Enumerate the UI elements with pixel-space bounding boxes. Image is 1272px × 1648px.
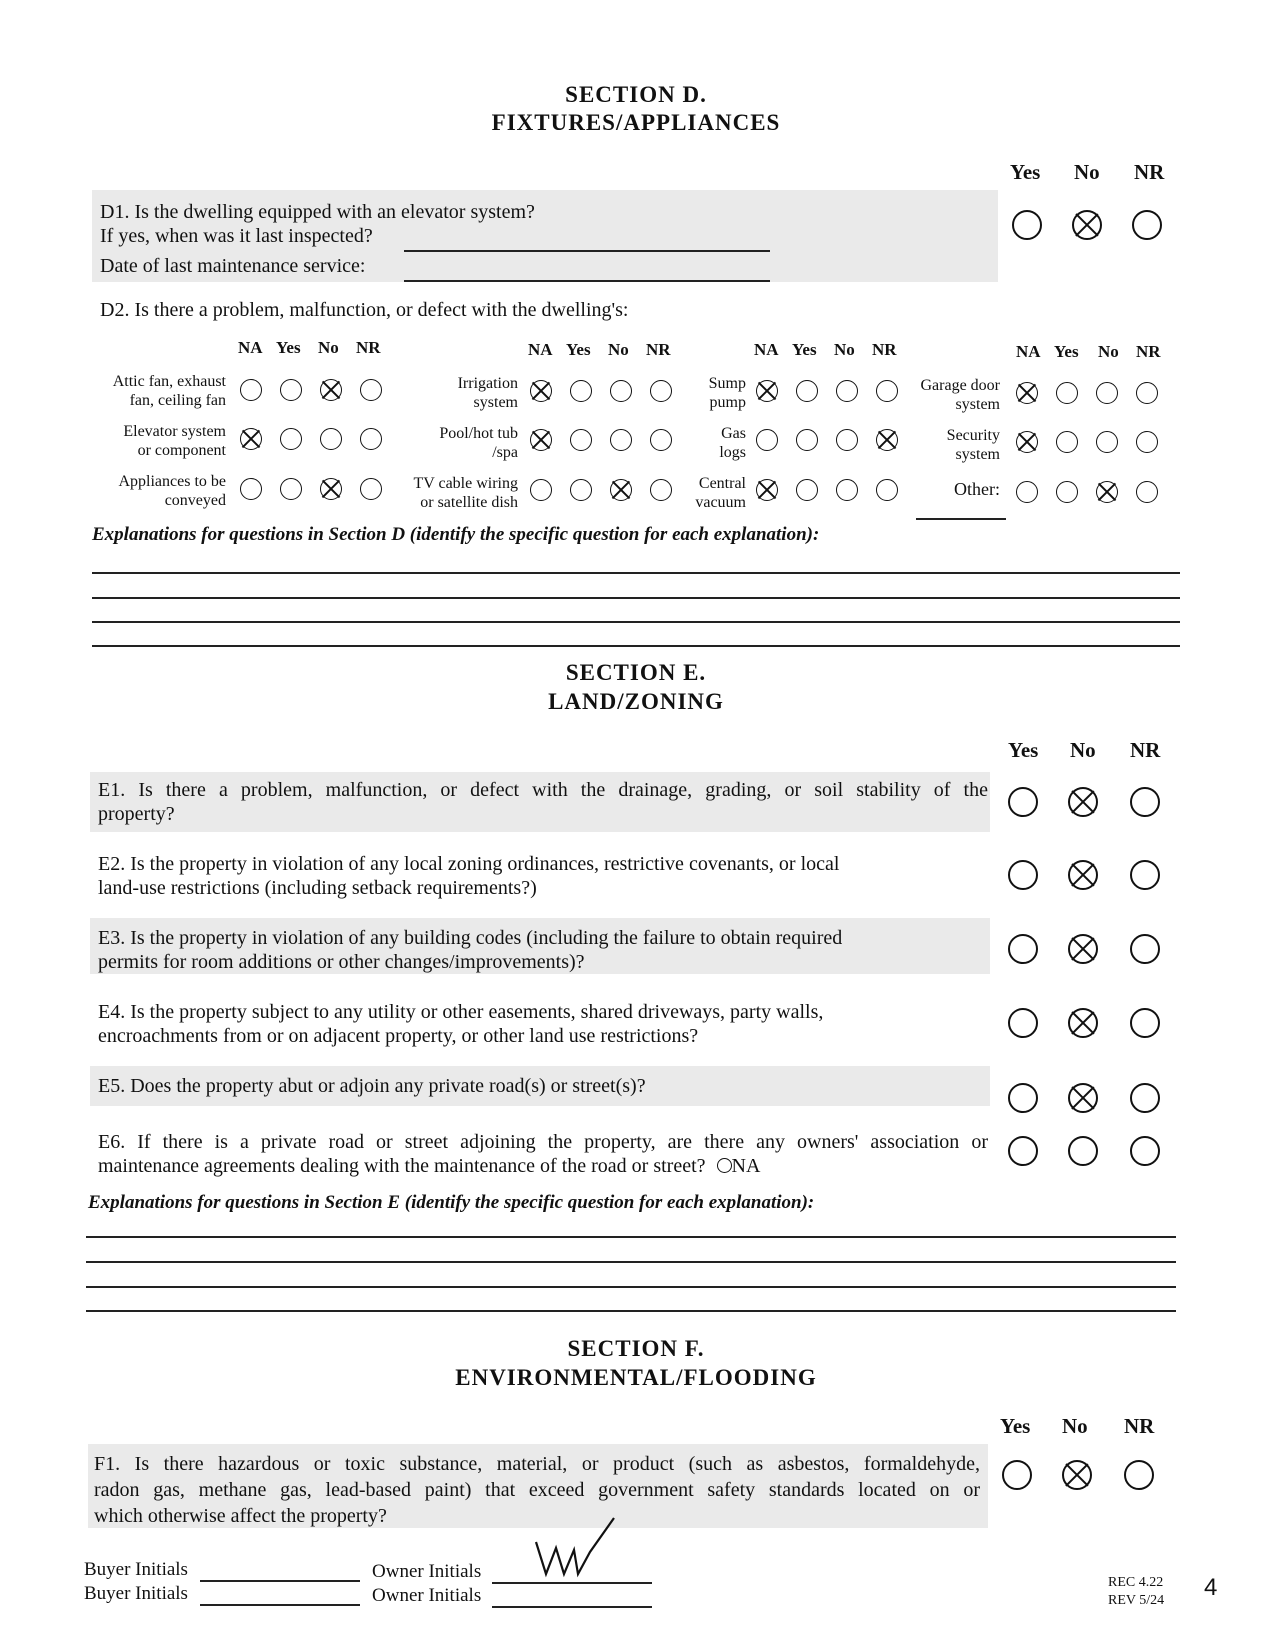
section-e-explanation-label: Explanations for questions in Section E (identify the specific question for each explanation): (88, 1192, 815, 1213)
item-gas-logs: Gas logs (719, 425, 746, 461)
col-nr: NR (1134, 160, 1165, 184)
e4-question-b: encroachments from or on adjacent property, or other land use restrictions? (98, 1025, 699, 1047)
owner-initials-signature (528, 1512, 618, 1582)
d-explanation-line[interactable] (92, 572, 1180, 574)
pool-na-radio[interactable] (530, 429, 552, 451)
e4-nr-radio[interactable] (1130, 1008, 1160, 1038)
gas-nr-radio[interactable] (876, 429, 898, 451)
grid3-nr: NR (872, 340, 897, 359)
grid1-na: NA (238, 338, 263, 357)
grid3-no: No (834, 340, 855, 359)
section-f-title: SECTION F. (567, 1336, 705, 1361)
col-yes: Yes (1010, 160, 1041, 184)
garage-nr-radio[interactable] (1136, 382, 1158, 404)
security-no-radio[interactable] (1096, 431, 1118, 453)
grid4-yes: Yes (1054, 342, 1079, 361)
item-appliances: Appliances to be conveyed (118, 473, 226, 509)
e6-na-label: NA (731, 1155, 761, 1177)
f1-nr-radio[interactable] (1124, 1460, 1154, 1490)
other-nr-radio[interactable] (1136, 481, 1158, 503)
d-explanation-line[interactable] (92, 621, 1180, 623)
d1-inspected-field[interactable] (404, 250, 770, 252)
d1-inspected: If yes, when was it last inspected? (100, 225, 373, 247)
owner-initials-label-1: Owner Initials (372, 1561, 482, 1582)
f1-question-c: which otherwise affect the property? (94, 1505, 387, 1527)
f-col-yes: Yes (1000, 1414, 1031, 1438)
d1-maintenance: Date of last maintenance service: (100, 255, 366, 277)
item-pool: Pool/hot tub /spa (439, 425, 518, 461)
owner-initials-field-2[interactable] (492, 1606, 652, 1608)
f1-yes-radio[interactable] (1002, 1460, 1032, 1490)
gas-na-radio[interactable] (756, 429, 778, 451)
d1-no-radio[interactable] (1072, 210, 1102, 240)
gas-yes-radio[interactable] (796, 429, 818, 451)
grid2-nr: NR (646, 340, 671, 359)
f1-no-radio[interactable] (1062, 1460, 1092, 1490)
owner-initials-label-2: Owner Initials (372, 1585, 482, 1606)
tv-na-radio[interactable] (530, 479, 552, 501)
pool-no-radio[interactable] (610, 429, 632, 451)
d1-nr-radio[interactable] (1132, 210, 1162, 240)
e2-no-radio[interactable] (1068, 860, 1098, 890)
item-elevator: Elevator system or component (123, 423, 226, 459)
sump-no-radio[interactable] (836, 380, 858, 402)
buyer-initials-field-2[interactable] (200, 1604, 360, 1606)
f1-question-b: radon gas, methane gas, lead-based paint) that exceed government safety standards located on or (94, 1479, 980, 1501)
d1-yes-radio[interactable] (1012, 210, 1042, 240)
e1-no-radio[interactable] (1068, 787, 1098, 817)
item-security: Security system (946, 427, 1000, 463)
f-col-no: No (1062, 1414, 1088, 1438)
e6-no-radio[interactable] (1068, 1136, 1098, 1166)
owner-initials-field-1[interactable] (492, 1582, 652, 1584)
grid1-no: No (318, 338, 339, 357)
e6-question-b: maintenance agreements dealing with the maintenance of the road or street? NA (98, 1155, 761, 1177)
sump-yes-radio[interactable] (796, 380, 818, 402)
security-na-radio[interactable] (1016, 431, 1038, 453)
buyer-initials-label-2: Buyer Initials (84, 1583, 188, 1604)
form-revision: REV 5/24 (1108, 1593, 1165, 1608)
grid1-nr: NR (356, 338, 381, 357)
buyer-initials-label-1: Buyer Initials (84, 1559, 188, 1580)
grid2-no: No (608, 340, 629, 359)
item-irrigation: Irrigation system (457, 375, 518, 411)
grid3-na: NA (754, 340, 779, 359)
e-col-nr: NR (1130, 738, 1161, 762)
f1-question-a: F1. Is there hazardous or toxic substance, material, or product (such as asbestos, formaldehyde, (94, 1453, 980, 1475)
grid2-yes: Yes (566, 340, 591, 359)
d-explanation-line[interactable] (92, 645, 1180, 647)
e2-yes-radio[interactable] (1008, 860, 1038, 890)
appliances-no-radio[interactable] (320, 478, 342, 500)
e6-question-a: E6. If there is a private road or street adjoining the property, are there any owners' association or (98, 1131, 988, 1153)
gas-no-radio[interactable] (836, 429, 858, 451)
other-yes-radio[interactable] (1056, 481, 1078, 503)
item-garage-door: Garage door system (920, 377, 1000, 413)
elevator-nr-radio[interactable] (360, 428, 382, 450)
buyer-initials-field-1[interactable] (200, 1580, 360, 1582)
e-explanation-line[interactable] (86, 1236, 1176, 1238)
other-no-radio[interactable] (1096, 481, 1118, 503)
e6-yes-radio[interactable] (1008, 1136, 1038, 1166)
e3-question-b: permits for room additions or other changes/improvements)? (98, 951, 585, 973)
d2-question: D2. Is there a problem, malfunction, or defect with the dwelling's: (100, 299, 629, 321)
e-col-no: No (1070, 738, 1096, 762)
attic-no-radio[interactable] (320, 379, 342, 401)
e3-no-radio[interactable] (1068, 934, 1098, 964)
section-e-title: SECTION E. (565, 660, 707, 685)
garage-no-radio[interactable] (1096, 382, 1118, 404)
e3-nr-radio[interactable] (1130, 934, 1160, 964)
appliances-yes-radio[interactable] (280, 478, 302, 500)
e5-question: E5. Does the property abut or adjoin any private road(s) or street(s)? (98, 1075, 646, 1097)
e5-no-radio[interactable] (1068, 1083, 1098, 1113)
e5-nr-radio[interactable] (1130, 1083, 1160, 1113)
grid3-yes: Yes (792, 340, 817, 359)
tv-yes-radio[interactable] (570, 479, 592, 501)
grid2-na: NA (528, 340, 553, 359)
e-explanation-line[interactable] (86, 1310, 1176, 1312)
security-nr-radio[interactable] (1136, 431, 1158, 453)
attic-nr-radio[interactable] (360, 379, 382, 401)
section-f-subtitle: ENVIRONMENTAL/FLOODING (455, 1365, 817, 1390)
d-explanation-line[interactable] (92, 597, 1180, 599)
attic-yes-radio[interactable] (280, 379, 302, 401)
e2-question-b: land-use restrictions (including setback requirements?) (98, 877, 537, 899)
elevator-no-radio[interactable] (320, 428, 342, 450)
e4-no-radio[interactable] (1068, 1008, 1098, 1038)
irrigation-na-radio[interactable] (530, 380, 552, 402)
garage-na-radio[interactable] (1016, 382, 1038, 404)
e3-yes-radio[interactable] (1008, 934, 1038, 964)
e1-yes-radio[interactable] (1008, 787, 1038, 817)
grid1-yes: Yes (276, 338, 301, 357)
grid4-no: No (1098, 342, 1119, 361)
sump-nr-radio[interactable] (876, 380, 898, 402)
item-tv-cable: TV cable wiring or satellite dish (413, 475, 518, 511)
grid4-na: NA (1016, 342, 1041, 361)
section-e-subtitle: LAND/ZONING (548, 689, 724, 714)
e3-question-a: E3. Is the property in violation of any building codes (including the failure to obtain required (98, 927, 843, 949)
pool-yes-radio[interactable] (570, 429, 592, 451)
section-d-explanation-label: Explanations for questions in Section D (identify the specific question for each explanation): (92, 524, 820, 545)
item-other: Other: (954, 479, 1000, 499)
f-col-nr: NR (1124, 1414, 1155, 1438)
sump-na-radio[interactable] (756, 380, 778, 402)
form-number: REC 4.22 (1108, 1575, 1164, 1590)
e5-yes-radio[interactable] (1008, 1083, 1038, 1113)
vacuum-no-radio[interactable] (836, 479, 858, 501)
page-number: 4 (1204, 1574, 1218, 1601)
irrigation-no-radio[interactable] (610, 380, 632, 402)
other-field[interactable] (916, 518, 1006, 520)
elevator-na-radio[interactable] (240, 428, 262, 450)
e-col-yes: Yes (1008, 738, 1039, 762)
appliances-nr-radio[interactable] (360, 478, 382, 500)
elevator-yes-radio[interactable] (280, 428, 302, 450)
e1-nr-radio[interactable] (1130, 787, 1160, 817)
section-d-title: SECTION D. (565, 82, 707, 107)
e1-question-b: property? (98, 803, 175, 825)
e2-nr-radio[interactable] (1130, 860, 1160, 890)
e6-na-radio[interactable] (717, 1158, 732, 1173)
vacuum-nr-radio[interactable] (876, 479, 898, 501)
garage-yes-radio[interactable] (1056, 382, 1078, 404)
grid4-nr: NR (1136, 342, 1161, 361)
appliances-na-radio[interactable] (240, 478, 262, 500)
e6-nr-radio[interactable] (1130, 1136, 1160, 1166)
attic-na-radio[interactable] (240, 379, 262, 401)
e-explanation-line[interactable] (86, 1261, 1176, 1263)
e4-question-a: E4. Is the property subject to any utility or other easements, shared driveways, party walls, (98, 1001, 824, 1023)
e2-question-a: E2. Is the property in violation of any local zoning ordinances, restrictive covenants, or local (98, 853, 840, 875)
d1-question: D1. Is the dwelling equipped with an elevator system? (100, 201, 535, 223)
vacuum-yes-radio[interactable] (796, 479, 818, 501)
security-yes-radio[interactable] (1056, 431, 1078, 453)
irrigation-yes-radio[interactable] (570, 380, 592, 402)
section-d-subtitle: FIXTURES/APPLIANCES (491, 110, 781, 135)
item-attic-fan: Attic fan, exhaust fan, ceiling fan (112, 373, 226, 409)
e1-question-a: E1. Is there a problem, malfunction, or defect with the drainage, grading, or soil stability of the (98, 779, 988, 801)
e4-yes-radio[interactable] (1008, 1008, 1038, 1038)
d1-maintenance-field[interactable] (404, 280, 770, 282)
item-sump-pump: Sump pump (708, 375, 746, 411)
item-central-vacuum: Central vacuum (695, 475, 746, 511)
tv-no-radio[interactable] (610, 479, 632, 501)
other-na-radio[interactable] (1016, 481, 1038, 503)
col-no: No (1074, 160, 1100, 184)
vacuum-na-radio[interactable] (756, 479, 778, 501)
e-explanation-line[interactable] (86, 1286, 1176, 1288)
